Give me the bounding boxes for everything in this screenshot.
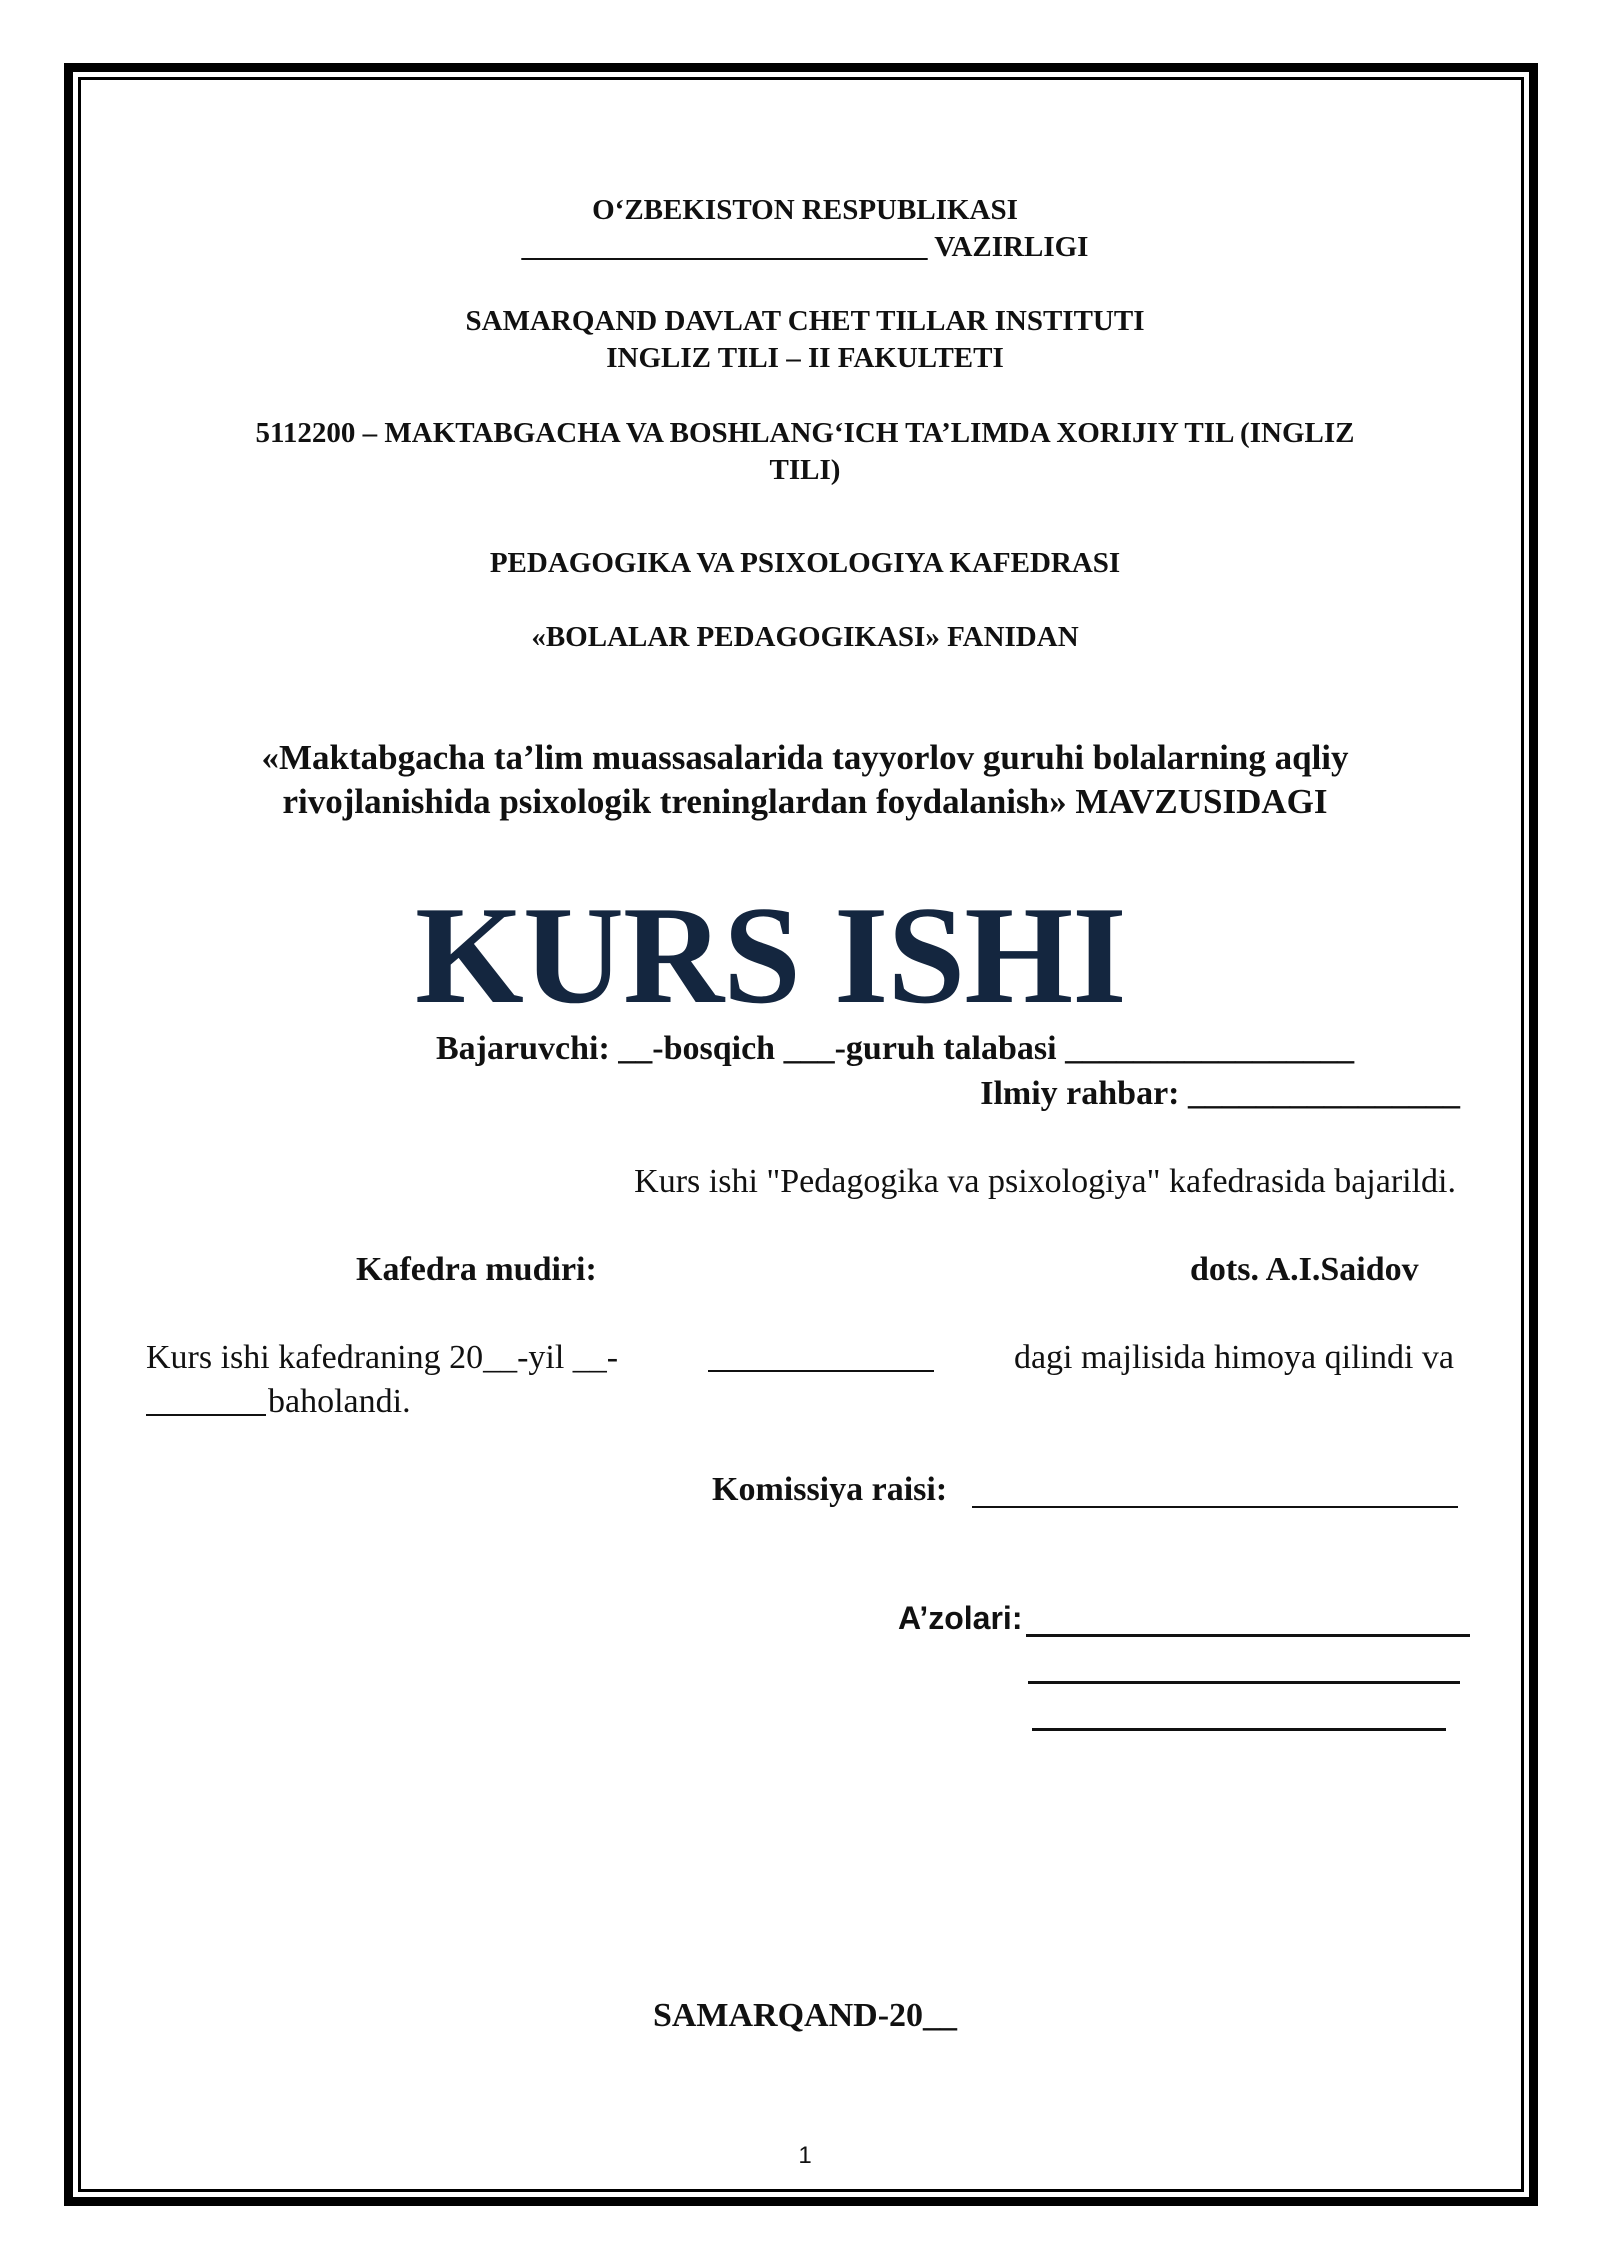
city-year: SAMARQAND-20__ bbox=[652, 1997, 958, 2034]
defense-text-start: Kurs ishi kafedraning 20__-yil __- bbox=[146, 1339, 619, 1376]
grade-blank bbox=[146, 1414, 266, 1416]
institute-name: SAMARQAND DAVLAT CHET TILLAR INSTITUTI bbox=[465, 305, 1145, 337]
ministry-line: ____________________________ VAZIRLIGI bbox=[521, 231, 1089, 263]
member-signature-line-3 bbox=[1032, 1728, 1446, 1731]
defense-line-1-end: dagi majlisida himoya qilindi va bbox=[1013, 1339, 1454, 1376]
specialty-line-2: TILI) bbox=[769, 454, 841, 486]
page-border-inner bbox=[78, 77, 1524, 2192]
department-name: PEDAGOGIKA VA PSIXOLOGIYA KAFEDRASI bbox=[489, 547, 1121, 579]
defense-line-2-end: baholandi. bbox=[268, 1383, 411, 1420]
head-label: Kafedra mudiri: bbox=[356, 1251, 597, 1288]
specialty-line-1: 5112200 – MAKTABGACHA VA BOSHLANG‘ICH TA’LIMDA XORIJIY TIL (INGLIZ bbox=[255, 417, 1355, 449]
head-name: dots. A.I.Saidov bbox=[1190, 1251, 1419, 1288]
document-title: KURS ISHI bbox=[415, 878, 1126, 1033]
executor-line: Bajaruvchi: __-bosqich ___-guruh talabasi _________________ bbox=[436, 1030, 1355, 1067]
page-number: 1 bbox=[798, 2142, 812, 2169]
commission-label: Komissiya raisi: bbox=[712, 1471, 948, 1508]
topic-line-1: «Maktabgacha ta’lim muassasalarida tayyorlov guruhi bolalarning aqliy bbox=[261, 738, 1349, 777]
commission-signature-line bbox=[972, 1506, 1458, 1508]
completion-note: Kurs ishi "Pedagogika va psixologiya" kafedrasida bajarildi. bbox=[634, 1163, 1456, 1200]
supervisor-line: Ilmiy rahbar: ________________ bbox=[980, 1075, 1460, 1112]
defense-date-blank bbox=[708, 1370, 934, 1372]
republic-heading: O‘ZBEKISTON RESPUBLIKASI bbox=[592, 194, 1018, 226]
subject-name: «BOLALAR PEDAGOGIKASI» FANIDAN bbox=[531, 621, 1079, 653]
member-signature-line-2 bbox=[1028, 1681, 1460, 1684]
members-label: A’zolari: bbox=[898, 1600, 1023, 1636]
member-signature-line-1 bbox=[1026, 1634, 1470, 1637]
topic-line-2: rivojlanishida psixologik treninglardan foydalanish» MAVZUSIDAGI bbox=[282, 782, 1328, 821]
faculty-name: INGLIZ TILI – II FAKULTETI bbox=[606, 342, 1004, 374]
defense-line-1-start bbox=[146, 1336, 618, 1380]
